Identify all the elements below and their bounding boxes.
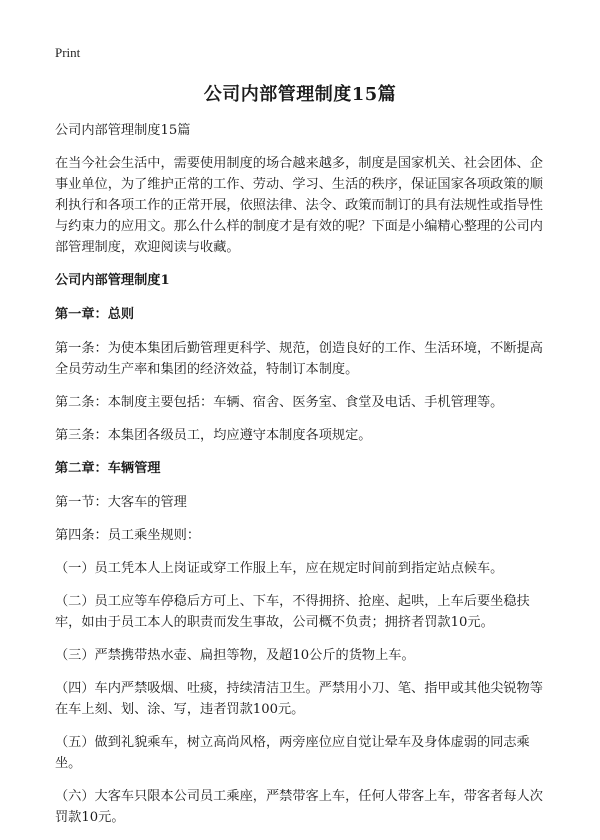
rule-item: （二）员工应等车停稳后方可上、下车，不得拥挤、抢座、起哄，上车后要坐稳扶牢，如由于员工本人的职责而发生事故，公司概不负责；拥挤者罚款10元。	[55, 594, 530, 630]
rule-item: （五）做到礼貌乘车，树立高尚风格，两旁座位应自觉让晕车及身体虚弱的同志乘坐。	[55, 735, 530, 771]
intro-paragraph: 在当今社会生活中，需要使用制度的场合越来越多，制度是国家机关、社会团体、企事业单位，为了维护正常的工作、劳动、学习、生活的秩序，保证国家各项政策的顺利执行和各项工作的正常开展，依照法律、法令、政策而制订的具有法规性或指导性与约束力的应用文。那么什么样的制度才是有效的呢？下面是小编精心整理的公司内部管理制度，欢迎阅读与收藏。	[55, 156, 543, 255]
rule-item: （四）车内严禁吸烟、吐痰，持续清洁卫生。严禁用小刀、笔、指甲或其他尖锐物等在车上刻、划、涂、写，违者罚款100元。	[55, 681, 543, 717]
article-2: 第二条：本制度主要包括：车辆、宿舍、医务室、食堂及电话、手机管理等。	[55, 395, 504, 410]
article-1: 第一条：为使本集团后勤管理更科学、规范，创造良好的工作、生活环境，不断提高全员劳动生产率和集团的经济效益，特制订本制度。	[55, 341, 543, 377]
print-link[interactable]: Print	[55, 45, 81, 60]
article-3: 第三条：本集团各级员工，均应遵守本制度各项规定。	[55, 428, 372, 443]
article-4: 第四条：员工乘坐规则：	[55, 528, 201, 543]
page-title: 公司内部管理制度15篇	[203, 84, 397, 105]
rule-item: （三）严禁携带热水壶、扁担等物，及超10公斤的货物上车。	[55, 648, 415, 663]
section-heading: 公司内部管理制度1	[55, 273, 170, 288]
section-1-heading: 第一节：大客车的管理	[55, 495, 187, 510]
rule-item: （一）员工凭本人上岗证或穿工作服上车，应在规定时间前到指定站点候车。	[55, 561, 504, 576]
chapter-2-heading: 第二章：车辆管理	[55, 461, 161, 476]
rule-item: （六）大客车只限本公司员工乘座，严禁带客上车，任何人带客上车，带客者每人次罚款10元。	[55, 789, 543, 825]
document-subtitle: 公司内部管理制度15篇	[55, 123, 191, 138]
chapter-1-heading: 第一章：总则	[55, 307, 135, 322]
document-body	[55, 120, 555, 840]
